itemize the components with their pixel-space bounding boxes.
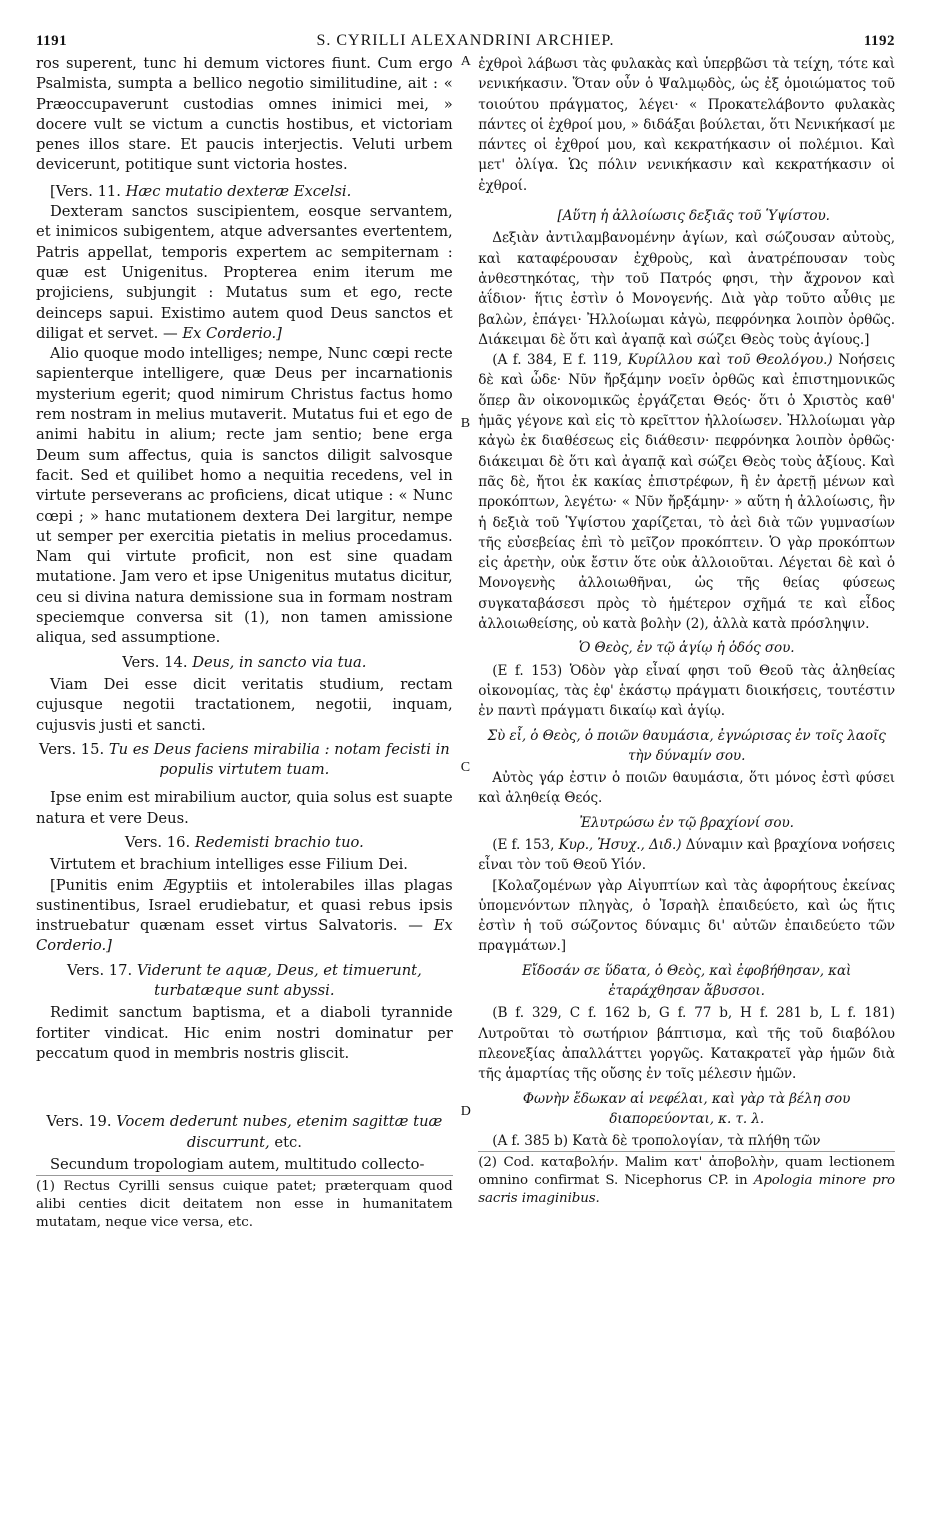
margin-letter-d: D [460, 1104, 471, 1119]
latin-p7-source: Ex Corderio.] [36, 917, 453, 955]
footnote-2 [478, 1151, 895, 1208]
verse-16-text: Redemisti brachio tuo. [194, 833, 364, 851]
greek-p6-ref-italic: Κυρ., Ἡσυχ., Διδ.) [558, 836, 682, 853]
greek-verse-14: Ὁ Θεὸς, ἐν τῷ ἁγίῳ ἡ ὁδός σου. [578, 640, 795, 657]
verse-17-label: Vers. 17. [66, 961, 133, 979]
latin-paragraph-8: Redimit sanctum baptisma, et a diaboli tyrannide fortiter vindicat. Hic enim nostri dominatur per peccatum quod in membris nostris gliscit. [36, 1004, 453, 1062]
verse-14-text: Deus, in sancto via tua. [192, 653, 367, 671]
greek-paragraph-6 [478, 835, 895, 876]
footnote-2-italic: Apologia minore pro sacris imaginibus. [478, 1173, 895, 1207]
greek-paragraph-1: ἐχθροὶ λάβωσι τὰς φυλακὰς καὶ ὑπερβῶσι τὰ τείχη, τότε καὶ νενικήκασιν. Ὅταν οὖν ὁ Ψαλμῳδὸς, ὡς ἐξ ὁμοιώματος τοῦ τοιούτου πράγματος, λέγει· « Προκατελάβοντο φυλακὰς πάντες οἱ ἐχθροί μου, » διδάξαι βούλεται, ὅτι Νενικήκασί με πάντες οἱ ἐχθροί μου, καὶ κεκρατήκασιν οἱ πολέμιοι. Καὶ μετ' ὀλίγα. Ὡς πόλιν νενικήκασιν καὶ κεκρατήκασιν οἱ ἐχθροί. [478, 56, 895, 194]
latin-p2-source: Ex Corderio.] [182, 324, 282, 342]
latin-verse-11 [36, 182, 453, 202]
greek-verse-15: Σὺ εἶ, ὁ Θεὸς, ὁ ποιῶν θαυμάσια, ἐγνώρισας ἐν τοῖς λαοῖς τὴν δύναμίν σου. [487, 727, 886, 764]
verse-17-text: Viderunt te aquæ, Deus, et timuerunt, turbatæque sunt abyssi. [136, 961, 422, 1000]
greek-p3-text: Νοήσεις δὲ καὶ ὧδε· Νῦν ἤρξάμην νοεῖν ὀρθῶς καὶ ἐπιστημονικῶς ὅπερ ἂν οἰκονομικῶς ἐργάζεται Θεός· ὅτι ὁ Χριστὸς καθ' ἡμᾶς γέγονε καὶ εἰς τὸ κρεῖττον ἠλλοίωσεν. Ἠλλοίωμαι γὰρ κἀγὼ ἐκ διαθέσεως εἰς διάθεσιν· πεφρόνηκα λοιπὸν ὀρθῶς· διάκειμαι δὲ ὅτι καὶ ἀγαπᾷ καὶ σώζει Θεὸς τοὺς ἀξίους. Καὶ πᾶς δὲ, ἤτοι ἐκ κακίας ἐπιστρέφων, ἢ ἐν ἀρετῇ μένων καὶ προκόπτων, λεγέτω· « Νῦν ἤρξάμην· » αὕτη ἡ ἀλλοίωσις, ἣν ἡ δεξιὰ τοῦ Ὑψίστου χαρίζεται, τὸ ἀεὶ διὰ τῶν γυμνασίων τῆς εὐσεβείας ἐπὶ τὸ μεῖζον προκόπτειν. Ὁ γὰρ προκόπτων εἰς ἀρετὴν, οὐκ ἔστιν ὅτε οὐκ ἀλλοιοῦται. Λέγεται δὲ καὶ ὁ Μονογενὴς ἀλλοιωθῆναι, ὡς τῆς θείας φύσεως συγκαταβάσεσι πρὸς τὸ ἡμέτερον σχῆμά τε καὶ εἶδος ἀλλοιωθείσης, οὐ κατὰ βολὴν (2), ἀλλὰ κατὰ πρόσληψιν. [478, 352, 895, 633]
margin-letter-c: C [460, 760, 471, 775]
latin-verse-14 [36, 653, 453, 673]
greek-verse-17: Εἴδοσάν σε ὕδατα, ὁ Θεὸς, καὶ ἐφοβήθησαν, καὶ ἐταράχθησαν ἄβυσσοι. [521, 962, 852, 1000]
greek-column [478, 54, 895, 1232]
verse-15-label: Vers. 15. [38, 740, 105, 758]
running-head [36, 32, 895, 50]
latin-paragraph-6: Virtutem et brachium intelliges esse Filium Dei. [50, 856, 408, 874]
verse-11-text: Hæc mutatio dexteræ Excelsi. [125, 182, 352, 200]
greek-paragraph-2: Δεξιὰν ἀντιλαμβανομένην ἁγίων, καὶ σώζουσαν αὐτοὺς, καὶ καταφέρουσαν ἐχθροὺς, καὶ ἀνατρέπουσαν τοὺς ἀνθεστηκότας, τὴν τοῦ Πατρός φησι, τὴν ἄχρονον καὶ ἀΐδιον· ἥτις ἐστὶν ὁ Μονογενής. Διὰ γὰρ τοῦτο αὖθις με βαλὼν, ἐπάγει· Ἠλλοίωμαι κἀγὼ, πεφρόνηκα λοιπὸν ὀρθῶς. Διάκειμαι δὲ ὅτι καὶ ἀγαπᾷ καὶ σώζει Θεὸς τοὺς ἁγίους.] [478, 230, 895, 348]
greek-paragraph-7: [Κολαζομένων γὰρ Αἰγυπτίων καὶ τὰς ἀφορήτους ἐκείνας ὑπομενόντων πληγὰς, ὁ Ἰσραὴλ ἐπαιδεύετο, καὶ ὡς ἥτις ἐστὶν ἡ τοῦ σώζοντος δύναμις δι' αὐτῶν ἐπαιδεύετο τῶν πραγμάτων.] [478, 877, 895, 955]
greek-p3-ref-italic: Κυρίλλου καὶ τοῦ Θεολόγου.) [627, 352, 833, 369]
latin-p2-text: Dexteram sanctos suscipientem, eosque servantem, et inimicos subigentem, atque adversantes evertentem, Patris appellat, temporis expertem ac sempiternam : quæ est Unigenitus. Propterea enim iterum me projiciens, subjungit : Mutatus sum et ego, recte deinceps sapui. Existimo autem quod Deus sanctos et diligat et servet. — [36, 203, 453, 342]
latin-paragraph-2 [36, 202, 453, 344]
verse-19-label: Vers. 19. [46, 1113, 112, 1131]
running-title: S. CYRILLI ALEXANDRINI ARCHIEP. [316, 32, 615, 49]
margin-letter-b: B [460, 416, 471, 431]
latin-paragraph-7 [36, 876, 453, 957]
latin-verse-19 [36, 1112, 453, 1153]
greek-paragraph-5: Αὐτὸς γάρ ἐστιν ὁ ποιῶν θαυμάσια, ὅτι μόνος ἐστὶ φύσει καὶ ἀληθείᾳ Θεός. [478, 770, 895, 807]
verse-19-text: Vocem dederunt nubes, etenim sagittæ tuæ discurrunt, [116, 1113, 443, 1151]
margin-letter-a: A [460, 54, 471, 69]
greek-verse-11: [Αὕτη ἡ ἀλλοίωσις δεξιᾶς τοῦ Ὑψίστου. [557, 208, 830, 225]
latin-paragraph-5: Ipse enim est mirabilium auctor, quia solus est suapte natura et vere Deus. [36, 789, 453, 827]
latin-paragraph-9: Secundum tropologiam autem, multitudo collecto- [50, 1155, 425, 1173]
verse-16-label: Vers. 16. [124, 833, 191, 851]
latin-paragraph-4: Viam Dei esse dicit veritatis studium, rectam cujusque negotii tractationem, negotii, inquam, cujusvis justi et sancti. [36, 675, 453, 734]
verse-11-label: [Vers. 11. [50, 182, 121, 200]
verse-15-text: Tu es Deus faciens mirabilia : notam fecisti in populis virtutem tuam. [108, 740, 450, 779]
verse-14-label: Vers. 14. [122, 653, 188, 671]
footnote-2-text: (2) Cod. καταβολήν. Malim κατ' ἀποβολὴν, quam lectionem omnino confirmat S. Nicephorus CP. in [478, 1155, 895, 1189]
greek-p6-text: Δύναμιν καὶ βραχίονα νοήσεις εἶναι τὸν τοῦ Θεοῦ Υἱόν. [478, 836, 895, 874]
verse-19-etc: etc. [274, 1133, 302, 1151]
greek-paragraph-8: (B f. 329, C f. 162 b, G f. 77 b, H f. 281 b, L f. 181) Λυτροῦται τὸ σωτήριον βάπτισμα, καὶ τῆς τοῦ διαβόλου πλεονεξίας ἀπαλλάττει γοργῶς. Κατακρατεῖ γὰρ ἡμῶν διὰ τῆς ἁμαρτίας τῆς οὔσης ἐν τοῖς μέλεσιν ἡμῶν. [478, 1005, 895, 1083]
latin-column [36, 54, 453, 1232]
margin-letters [453, 54, 479, 1232]
footnote-1: (1) Rectus Cyrilli sensus cuique patet; præterquam quod alibi centies dicit deitatem non esse in humanitatem mutatam, neque vice versa, etc. [36, 1175, 453, 1232]
latin-paragraph-3: Alio quoque modo intelliges; nempe, Nunc cœpi recte sapienterque intelligere, quæ Deus per incarnationis mysterium egerit; quod nimirum Christus factus homo rem nostram in melius mutaverit. Mutatus fui et ego de animi habitu in alium; recte jam sentio; bene erga Deum sum affectus, quia is sanctos diligit salvosque facit. Sed et quilibet homo a nequitia recedens, vel in virtute perseverans ac proficiens, dicat utique : « Nunc cœpi ; » hanc mutationem dextera Dei largitur, nempe ut semper per exercitia pietatis in melius procedamus. Nam qui virtute proficit, non est sine quadam mutatione. Jam vero et ipse Unigenitus mutatus dicitur, ceu si divina natura demissione sua in formam nostram speciemque conversa sit (1), non tamen amissione aliqua, sed assumptione. [36, 345, 453, 647]
greek-verse-19: Φωνὴν ἔδωκαν αἱ νεφέλαι, καὶ γὰρ τὰ βέλη σου διαπορεύονται, κ. τ. λ. [522, 1090, 851, 1127]
greek-paragraph-4: (E f. 153) Ὁδὸν γὰρ εἶναί φησι τοῦ Θεοῦ τὰς ἀληθείας οἰκονομίας, τὰς ἐφ' ἑκάστῳ πράγματι διοικήσεις, τουτέστιν ἐν παντὶ πράγματι δικαίῳ καὶ ἁγίῳ. [478, 662, 895, 720]
latin-paragraph-1: ros superent, tunc hi demum victores fiunt. Cum ergo Psalmista, sumpta a bellico negotio similitudine, ait : « Præoccupaverunt custodias omnes inimici mei, » docere vult se victum a cunctis hostibus, et victoriam penes illos stare. Et paucis interjectis. Veluti urbem devicerunt, potitique sunt victoria hostes. [36, 55, 453, 174]
greek-paragraph-3 [478, 350, 895, 634]
greek-paragraph-9: (A f. 385 b) Κατὰ δὲ τροπολογίαν, τὰ πλήθη τῶν [492, 1133, 821, 1150]
latin-verse-17 [36, 961, 453, 1002]
right-page-number: 1192 [863, 33, 895, 49]
greek-p3-ref: (A f. 384, E f. 119, [492, 352, 623, 369]
latin-p7-text: [Punitis enim Ægyptiis et intolerabiles illas plagas sustinentibus, Israel erudiebatur, et quasi rebus ipsis instruebatur quænam esset virtus Salvatoris. — [36, 876, 453, 935]
latin-verse-16 [36, 833, 453, 853]
left-page-number: 1191 [36, 33, 68, 49]
greek-p6-ref: (E f. 153, [492, 836, 555, 853]
latin-verse-15 [36, 740, 453, 781]
two-column-body [36, 54, 895, 1232]
greek-verse-16: Ἐλυτρώσω ἐν τῷ βραχίονί σου. [579, 814, 794, 831]
